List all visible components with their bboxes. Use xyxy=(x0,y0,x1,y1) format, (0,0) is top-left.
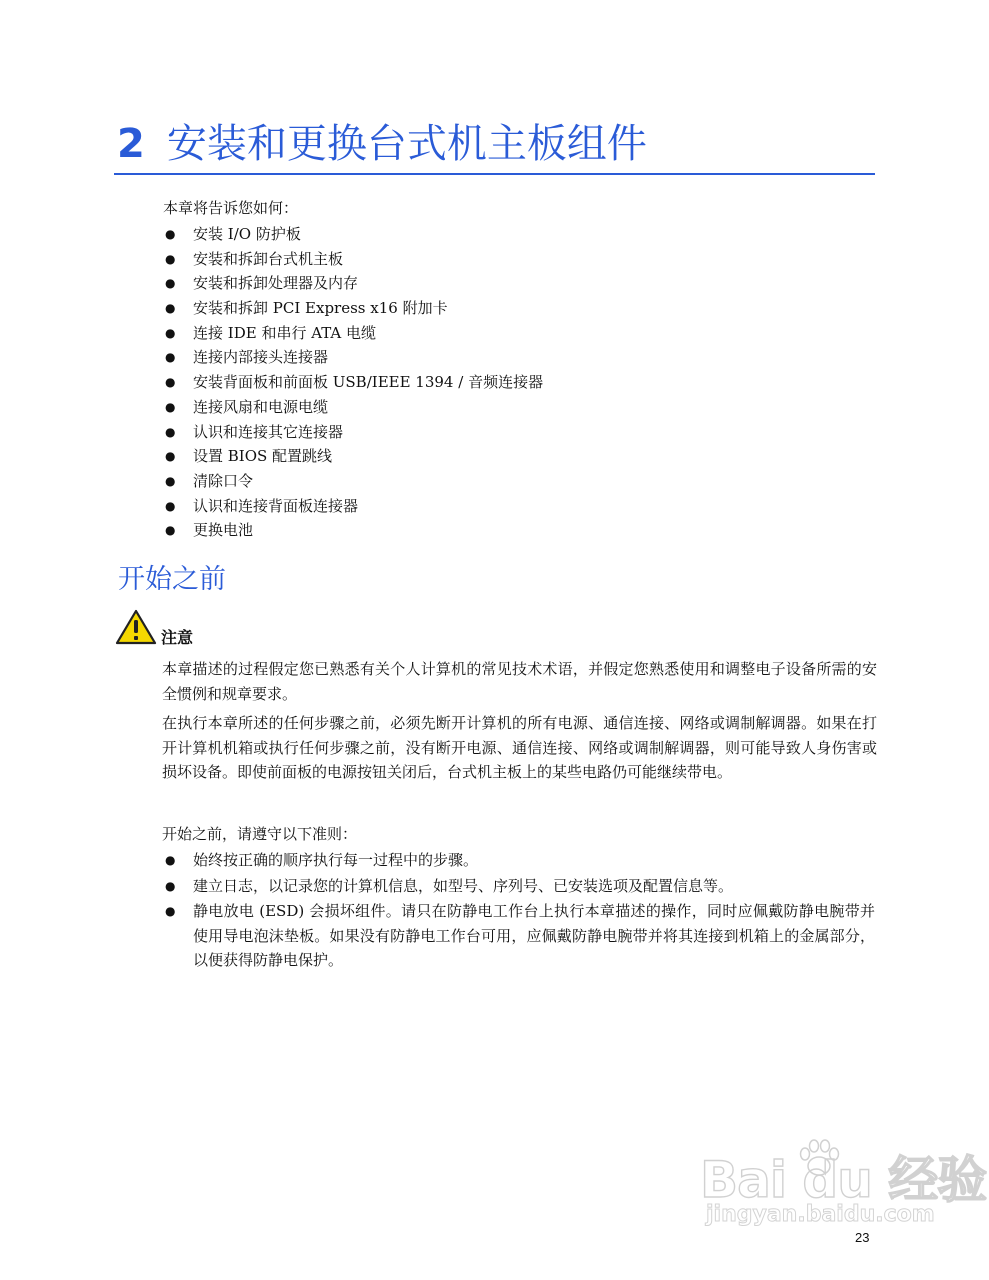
chapter-number: 2 xyxy=(117,121,145,167)
list-item-text: 安装 I/O 防护板 xyxy=(193,225,301,243)
bullet-icon: ● xyxy=(165,498,176,513)
watermark-url: jingyan.baidu.com xyxy=(706,1202,935,1227)
bullet-icon: ● xyxy=(165,350,176,365)
warning-triangle-icon xyxy=(115,609,157,645)
caution-paragraph: 本章描述的过程假定您已熟悉有关个人计算机的常见技术术语，并假定您熟悉使用和调整电子设备所需的安全惯例和规章要求。 xyxy=(162,660,877,703)
chapter-title xyxy=(117,116,647,172)
list-item xyxy=(163,296,543,321)
list-item-text: 安装和拆卸台式机主板 xyxy=(193,249,344,268)
bullet-icon: ● xyxy=(165,449,176,464)
bullet-icon: ● xyxy=(165,227,176,241)
list-item xyxy=(163,420,543,445)
list-item xyxy=(163,271,543,296)
list-item xyxy=(163,469,543,494)
chapter-topic-list xyxy=(163,222,543,543)
list-item-text: 安装背面板和前面板 USB/IEEE 1394 / 音频连接器 xyxy=(193,373,544,392)
list-item-text: 连接 IDE 和串行 ATA 电缆 xyxy=(193,323,377,342)
bullet-icon: ● xyxy=(165,904,176,918)
bullet-icon: ● xyxy=(165,276,176,291)
caution-paragraph: 在执行本章所述的任何步骤之前，必须先断开计算机的所有电源、通信连接、网络或调制解调器。如果在打开计算机机箱或执行任何步骤之前，没有断开电源、通信连接、网络或调制解调器，则可能导致人身伤害或损坏设备。即使前面板的电源按钮关闭后，台式机主板上的某些电路仍可能继续带电。 xyxy=(162,714,877,781)
bullet-icon: ● xyxy=(165,424,176,439)
list-item-text: 静电放电 (ESD) 会损坏组件。请只在防静电工作台上执行本章描述的操作，同时应佩戴防静电腕带并使用导电泡沫垫板。如果没有防静电工作台可用，应佩戴防静电腕带并将其连接到机箱上的金属部分，以便获得防静电保护。 xyxy=(193,902,875,969)
bullet-icon: ● xyxy=(165,325,176,340)
section-title: 开始之前 xyxy=(118,564,226,595)
bullet-icon: ● xyxy=(165,878,176,893)
list-item xyxy=(163,222,543,247)
guidelines-list xyxy=(163,848,875,974)
watermark xyxy=(700,1140,987,1250)
list-item-text: 更换电池 xyxy=(193,521,254,540)
list-item-text: 连接风扇和电源电缆 xyxy=(193,397,329,416)
list-item-text: 始终按正确的顺序执行每一过程中的步骤。 xyxy=(193,851,479,869)
list-item xyxy=(163,321,543,346)
bullet-icon: ● xyxy=(165,251,176,266)
guidelines-intro: 开始之前，请遵守以下准则： xyxy=(162,825,358,843)
list-item xyxy=(163,494,543,519)
list-item xyxy=(163,874,875,899)
list-item xyxy=(163,848,875,873)
bullet-icon: ● xyxy=(165,375,176,390)
list-item xyxy=(163,444,543,469)
list-item-text: 清除口令 xyxy=(193,471,254,490)
bullet-icon: ● xyxy=(165,853,176,867)
list-item-text: 连接内部接头连接器 xyxy=(193,348,329,367)
chapter-title-text: 安装和更换台式机主板组件 xyxy=(166,121,647,167)
list-item-text: 认识和连接背面板连接器 xyxy=(193,496,359,515)
list-item xyxy=(163,899,875,973)
caution-label: 注意 xyxy=(161,628,194,647)
list-item-text: 设置 BIOS 配置跳线 xyxy=(193,447,333,466)
list-item-text: 安装和拆卸 PCI Express x16 附加卡 xyxy=(193,299,448,318)
list-item xyxy=(163,395,543,420)
list-item-text: 建立日志，以记录您的计算机信息，如型号、序列号、已安装选项及配置信息等。 xyxy=(193,876,734,895)
list-item-text: 认识和连接其它连接器 xyxy=(193,422,344,441)
bullet-icon: ● xyxy=(165,473,176,488)
chapter-intro: 本章将告诉您如何： xyxy=(163,199,299,217)
bullet-icon: ● xyxy=(165,301,176,316)
watermark-brand: Bai du 经验 xyxy=(700,1151,987,1209)
list-item xyxy=(163,518,543,543)
list-item xyxy=(163,247,543,272)
list-item-text: 安装和拆卸处理器及内存 xyxy=(193,274,359,293)
paw-icon xyxy=(796,1138,842,1178)
bullet-icon: ● xyxy=(165,523,176,538)
page-number: 23 xyxy=(855,1230,870,1245)
list-item xyxy=(163,345,543,370)
list-item xyxy=(163,370,543,395)
title-divider xyxy=(114,173,875,175)
bullet-icon: ● xyxy=(165,399,176,414)
